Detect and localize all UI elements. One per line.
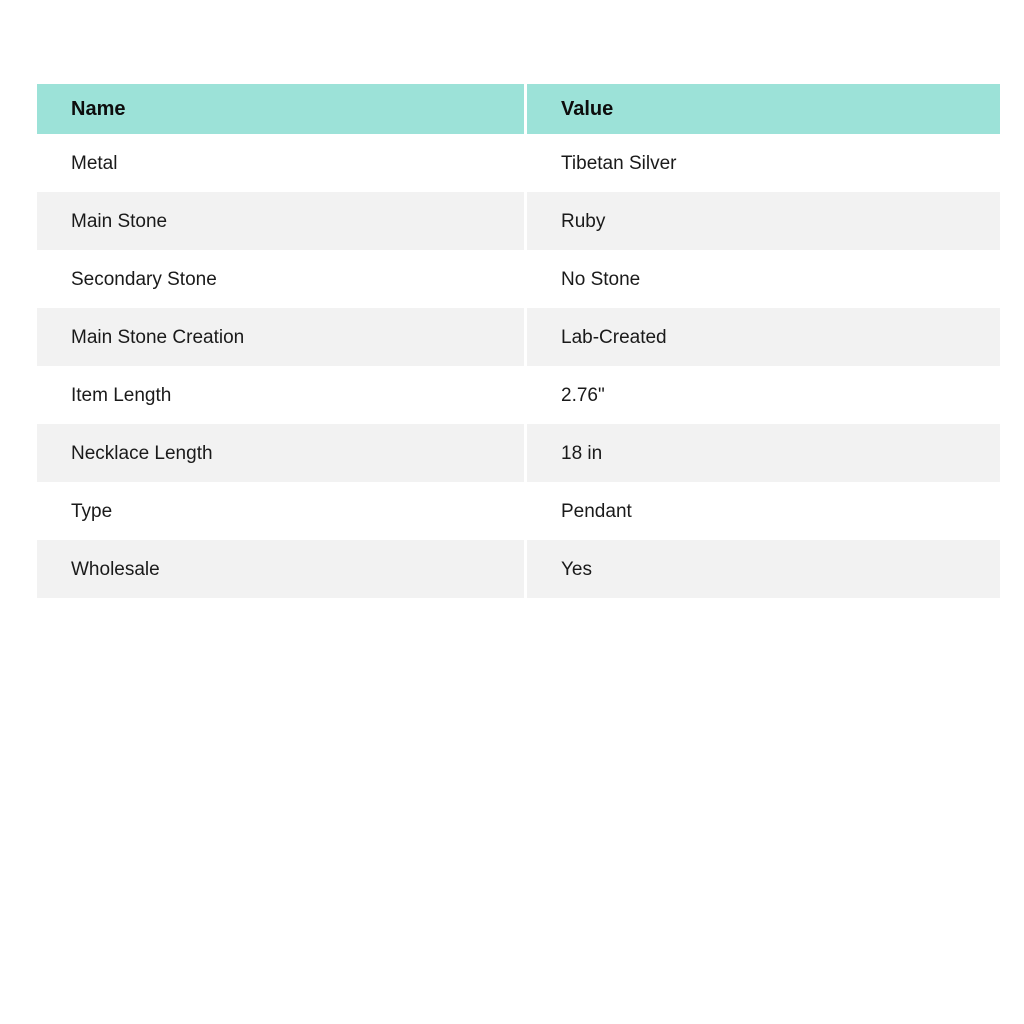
table-row xyxy=(37,424,1000,482)
header-cell-name: Name xyxy=(37,84,524,134)
row-name-cell: Main Stone xyxy=(37,192,524,250)
row-value-cell: No Stone xyxy=(527,250,1000,308)
product-spec-table xyxy=(37,84,1000,598)
row-name-cell: Secondary Stone xyxy=(37,250,524,308)
row-name-cell: Item Length xyxy=(37,366,524,424)
row-value-cell: Tibetan Silver xyxy=(527,134,1000,192)
row-name-cell: Necklace Length xyxy=(37,424,524,482)
row-value-cell: 2.76" xyxy=(527,366,1000,424)
row-value-cell: Pendant xyxy=(527,482,1000,540)
header-cell-value: Value xyxy=(527,84,1000,134)
table-row xyxy=(37,192,1000,250)
table-row xyxy=(37,134,1000,192)
row-value-cell: 18 in xyxy=(527,424,1000,482)
table-row xyxy=(37,540,1000,598)
row-name-cell: Metal xyxy=(37,134,524,192)
row-value-cell: Yes xyxy=(527,540,1000,598)
table-header-row xyxy=(37,84,1000,134)
table-row xyxy=(37,250,1000,308)
table-row xyxy=(37,482,1000,540)
table-row xyxy=(37,366,1000,424)
row-name-cell: Wholesale xyxy=(37,540,524,598)
table-row xyxy=(37,308,1000,366)
row-name-cell: Main Stone Creation xyxy=(37,308,524,366)
row-value-cell: Ruby xyxy=(527,192,1000,250)
row-name-cell: Type xyxy=(37,482,524,540)
row-value-cell: Lab-Created xyxy=(527,308,1000,366)
